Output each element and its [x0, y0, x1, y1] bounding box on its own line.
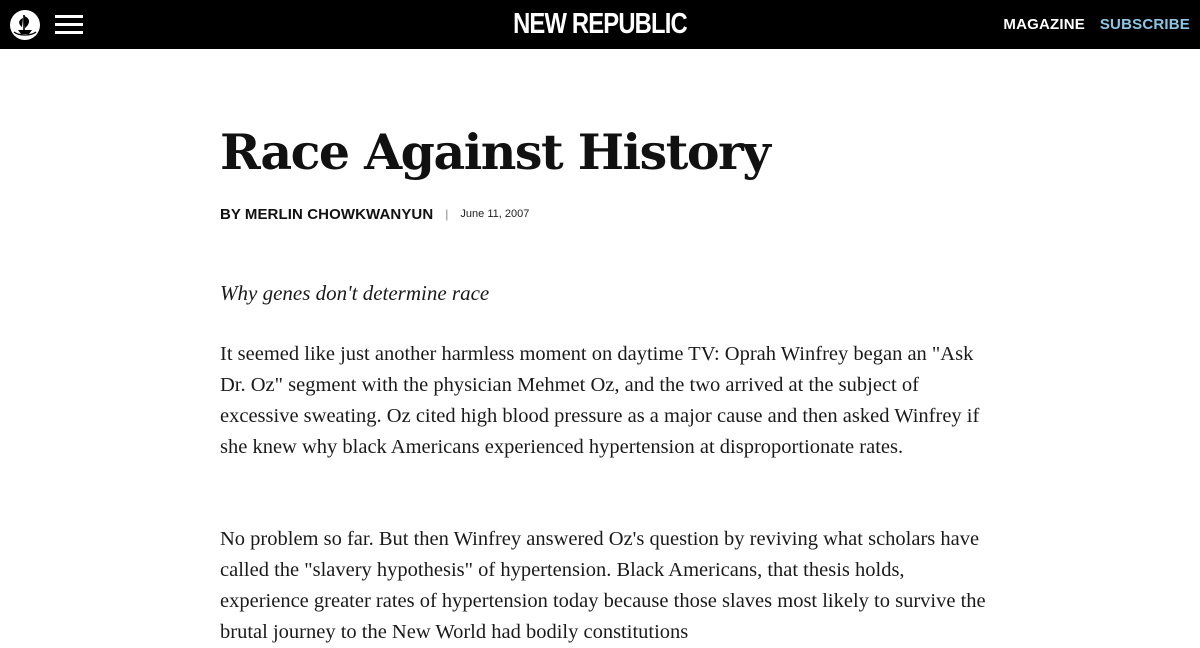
- byline-prefix: BY: [220, 205, 241, 223]
- menu-line: [55, 23, 83, 26]
- article-headline: Race Against History: [220, 123, 770, 181]
- publish-date: June 11, 2007: [460, 208, 530, 220]
- hamburger-menu-icon[interactable]: [55, 14, 83, 36]
- article-paragraph: No problem so far. But then Winfrey answered Oz's question by reviving what scholars have called the "slavery hypothesis" of hypertension. Black Americans, that thesis holds, experience greater rates of hypertension today because those slaves most likely to survive the brutal journey to the New World had bodily constitutions: [220, 528, 986, 643]
- article-paragraph: It seemed like just another harmless moment on daytime TV: Oprah Winfrey began an "Ask Dr. Oz" segment with the physician Mehmet Oz, and the two arrived at the subject of excessive sweating. Oz cited high blood pressure as a major cause and then asked Winfrey if she knew why black Americans experienced hypertension at disproportionate rates.: [220, 343, 980, 458]
- menu-line: [55, 31, 83, 34]
- byline: [220, 203, 529, 225]
- subscribe-link[interactable]: SUBSCRIBE: [1099, 16, 1190, 33]
- author-link[interactable]: MERLIN CHOWKWANYUN: [244, 205, 434, 223]
- byline-separator: |: [445, 207, 449, 221]
- menu-line: [55, 15, 83, 18]
- ship-logo-icon[interactable]: [9, 9, 41, 41]
- site-logo-wordmark[interactable]: NEW REPUBLIC: [513, 8, 687, 40]
- magazine-link[interactable]: MAGAZINE: [1003, 16, 1085, 33]
- site-header: [0, 0, 1200, 49]
- article-dek: Why genes don't determine race: [220, 281, 490, 305]
